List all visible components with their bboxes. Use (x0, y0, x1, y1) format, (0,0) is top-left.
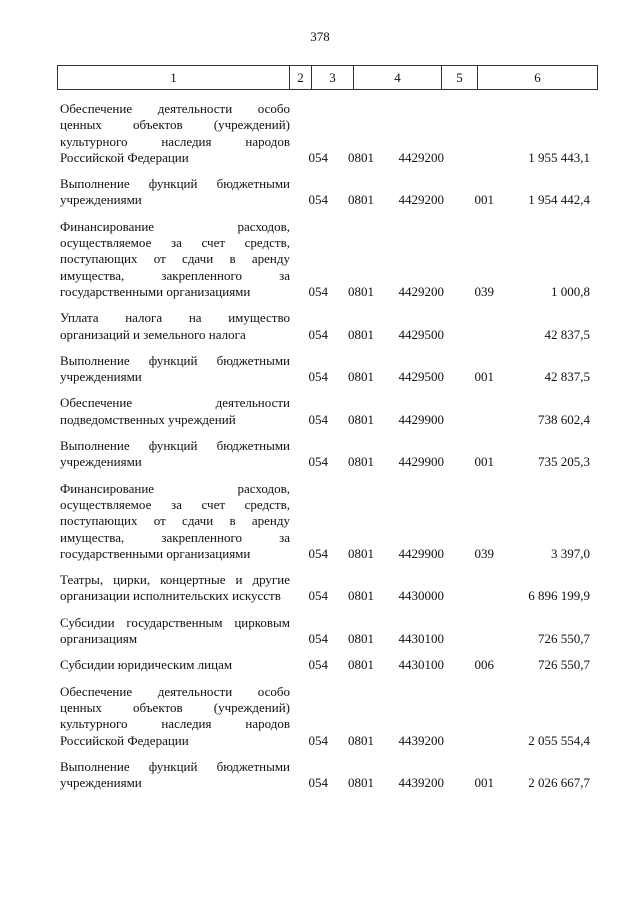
table-row (60, 572, 590, 605)
row-name: Финансирование расходов, осуществляемое за счет средств, поступающих от сдачи в аренду имущества, закрепленного за государственными организациями (60, 218, 290, 299)
row-name: Выполнение функций бюджетными учреждениями (60, 352, 290, 385)
row-col-3: 0801 (348, 588, 374, 604)
table-row (60, 438, 590, 471)
row-name: Обеспечение деятельности подведомственных учреждений (60, 395, 290, 427)
table-row (60, 310, 590, 343)
table-row (60, 481, 590, 562)
table-row (60, 395, 590, 428)
table-header (57, 65, 598, 90)
table-row (60, 353, 590, 386)
row-col-5: 039 (474, 545, 494, 561)
row-col-3: 0801 (348, 545, 374, 561)
row-col-4: 4429200 (398, 283, 444, 299)
table-row (60, 684, 590, 749)
row-col-3: 0801 (348, 369, 374, 385)
row-col-2: 054 (308, 588, 328, 604)
table-row (60, 101, 590, 166)
row-col-6: 3 397,0 (551, 545, 590, 561)
row-name: Финансирование расходов, осуществляемое за счет средств, поступающих от сдачи в аренду имущества, закрепленного за государственными организациями (60, 480, 290, 561)
row-col-4: 4430000 (398, 588, 444, 604)
row-col-2: 054 (308, 149, 328, 165)
row-col-4: 4429900 (398, 454, 444, 470)
header-col-2: 2 (290, 66, 312, 89)
row-col-5: 006 (474, 657, 494, 673)
row-col-2: 054 (308, 657, 328, 673)
row-col-2: 054 (308, 631, 328, 647)
row-col-6: 1 000,8 (551, 283, 590, 299)
row-col-5: 001 (474, 454, 494, 470)
row-col-4: 4429900 (398, 545, 444, 561)
header-col-5: 5 (442, 66, 478, 89)
row-col-6: 738 602,4 (538, 411, 590, 427)
row-col-3: 0801 (348, 149, 374, 165)
row-col-6: 2 055 554,4 (528, 732, 590, 748)
row-col-3: 0801 (348, 775, 374, 791)
row-name: Субсидии юридическим лицам (60, 657, 233, 673)
row-col-6: 42 837,5 (544, 369, 590, 385)
row-col-6: 2 026 667,7 (528, 775, 590, 791)
row-col-2: 054 (308, 545, 328, 561)
row-col-5: 001 (474, 369, 494, 385)
row-col-2: 054 (308, 454, 328, 470)
table-row (60, 759, 590, 792)
row-name: Субсидии государственным цирковым организациям (60, 614, 290, 647)
row-col-2: 054 (308, 369, 328, 385)
table-row (60, 657, 590, 673)
row-col-6: 6 896 199,9 (528, 588, 590, 604)
row-col-2: 054 (308, 326, 328, 342)
row-col-3: 0801 (348, 283, 374, 299)
row-col-4: 4430100 (398, 631, 444, 647)
row-col-4: 4439200 (398, 732, 444, 748)
row-col-6: 1 954 442,4 (528, 192, 590, 208)
row-col-2: 054 (308, 775, 328, 791)
row-name: Обеспечение деятельности особо ценных объектов (учреждений) культурного наследия народов Российской Федерации (60, 683, 290, 748)
row-col-6: 726 550,7 (538, 657, 590, 673)
row-name: Выполнение функций бюджетными учреждениями (60, 758, 290, 791)
table-row (60, 615, 590, 648)
row-col-2: 054 (308, 411, 328, 427)
row-col-3: 0801 (348, 192, 374, 208)
row-col-5: 039 (474, 283, 494, 299)
row-col-3: 0801 (348, 454, 374, 470)
row-col-6: 1 955 443,1 (528, 149, 590, 165)
header-col-6: 6 (534, 70, 541, 85)
row-col-3: 0801 (348, 732, 374, 748)
row-col-4: 4429200 (398, 192, 444, 208)
row-col-3: 0801 (348, 411, 374, 427)
table-row (60, 176, 590, 209)
row-col-4: 4429200 (398, 149, 444, 165)
row-col-4: 4439200 (398, 775, 444, 791)
row-col-3: 0801 (348, 657, 374, 673)
row-col-2: 054 (308, 192, 328, 208)
row-col-6: 726 550,7 (538, 631, 590, 647)
row-col-4: 4429500 (398, 326, 444, 342)
row-name: Обеспечение деятельности особо ценных объектов (учреждений) культурного наследия народов Российской Федерации (60, 101, 290, 165)
row-col-5: 001 (474, 775, 494, 791)
table-row (60, 219, 590, 300)
header-col-4: 4 (354, 66, 442, 89)
row-col-2: 054 (308, 283, 328, 299)
row-name: Выполнение функций бюджетными учреждениями (60, 176, 290, 208)
row-name: Уплата налога на имущество организаций и земельного налога (60, 310, 290, 342)
row-col-4: 4429500 (398, 369, 444, 385)
row-col-4: 4429900 (398, 411, 444, 427)
row-col-6: 42 837,5 (544, 326, 590, 342)
page-number: 378 (310, 29, 330, 44)
header-col-1: 1 (58, 66, 290, 89)
row-name: Театры, цирки, концертные и другие организации исполнительских искусств (60, 572, 290, 604)
row-col-3: 0801 (348, 631, 374, 647)
table-body (60, 101, 590, 801)
row-col-2: 054 (308, 732, 328, 748)
header-col-3: 3 (312, 66, 354, 89)
row-name: Выполнение функций бюджетными учреждениями (60, 438, 290, 470)
row-col-6: 735 205,3 (538, 454, 590, 470)
row-col-5: 001 (474, 192, 494, 208)
row-col-4: 4430100 (398, 657, 444, 673)
row-col-3: 0801 (348, 326, 374, 342)
